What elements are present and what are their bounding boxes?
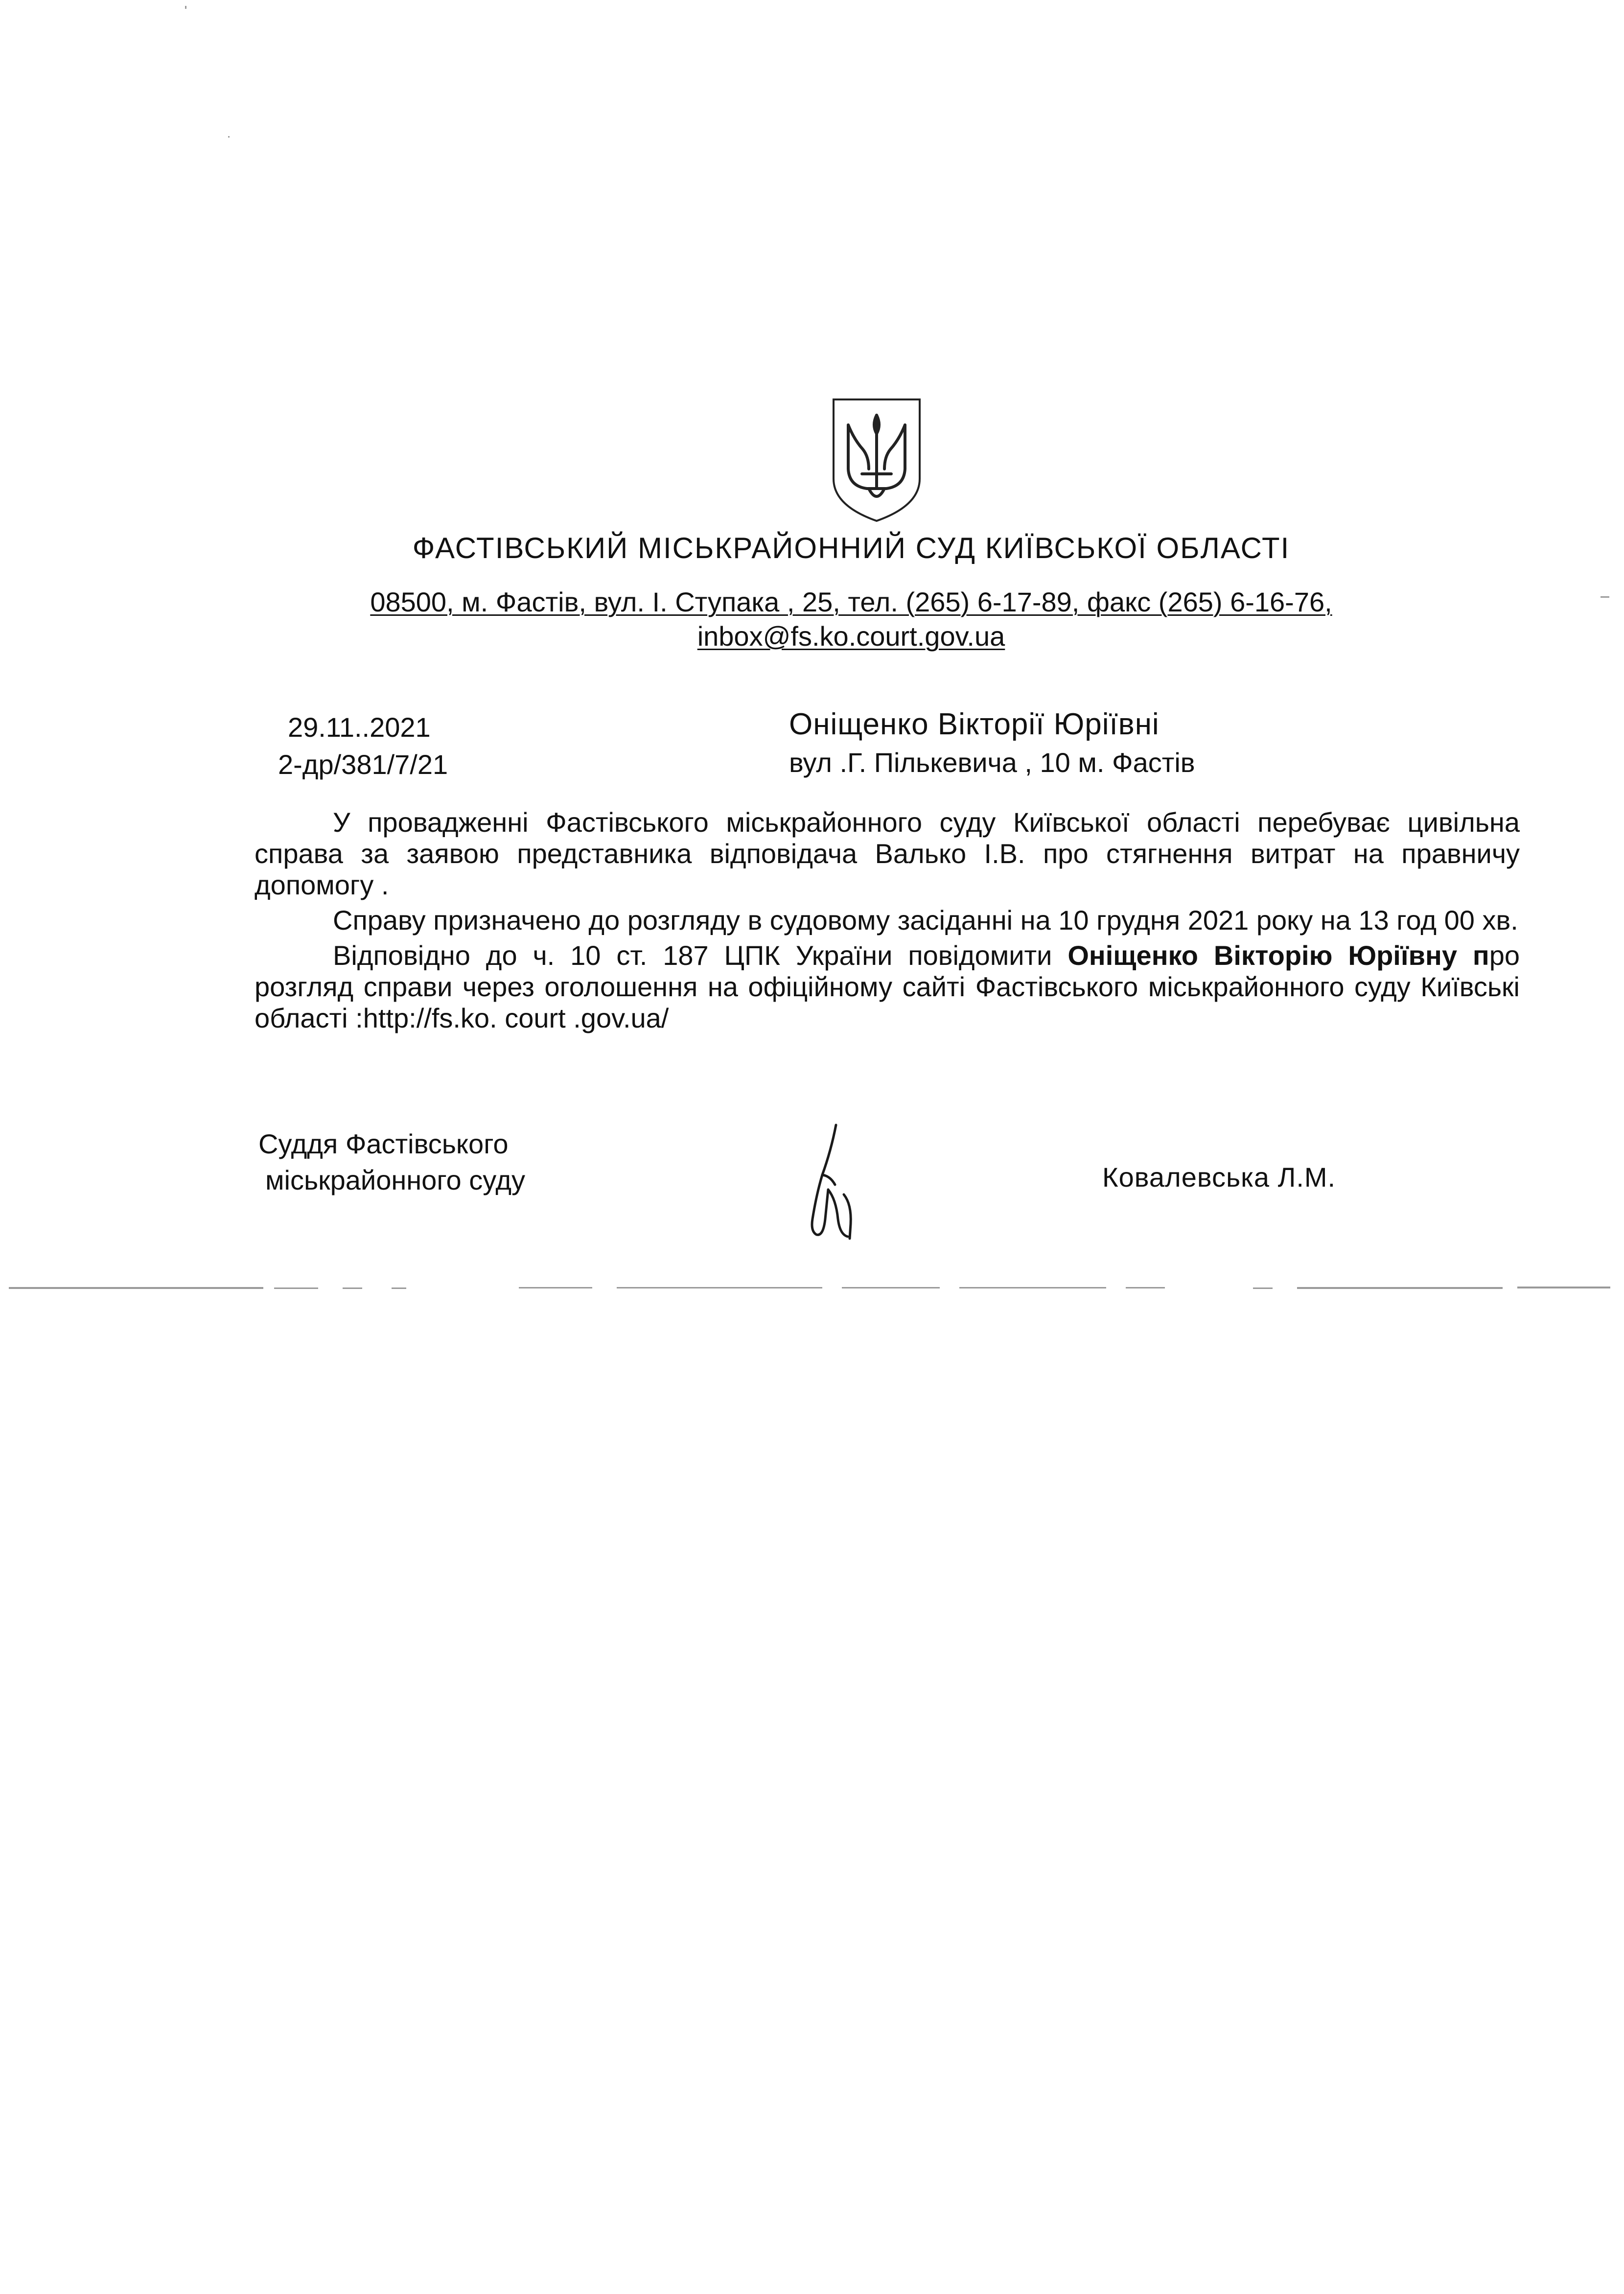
judge-title-line: міськрайонного суду (265, 1165, 526, 1195)
document-date: 29.11..2021 (288, 712, 431, 743)
court-address (0, 585, 1624, 654)
judge-title (258, 1126, 525, 1198)
recipient-address: вул .Г. Пількевича , 10 м. Фастів (789, 747, 1195, 778)
judge-name: Ковалевська Л.М. (1102, 1162, 1336, 1193)
court-name: ФАСТІВСЬКИЙ МІСЬКРАЙОННИЙ СУД КИЇВСЬКОЇ ОБЛАСТІ (412, 532, 1290, 564)
letter-body (255, 807, 1520, 1034)
recipient-block (789, 705, 1195, 781)
scan-speck (185, 6, 186, 9)
scan-cut-line (0, 1285, 1624, 1291)
judge-title-line: Суддя Фастівського (258, 1128, 509, 1159)
case-number: 2-др/381/7/21 (278, 749, 448, 780)
recipient-name: Оніщенко Вікторії Юріївні (789, 707, 1160, 741)
notice-text-start: Відповідно до ч. 10 ст. 187 ЦПК України повідомити (333, 940, 1068, 971)
scan-speck (228, 136, 230, 138)
document-meta (278, 709, 448, 783)
body-paragraph: Справу призначено до розгляду в судовому засіданні на 10 грудня 2021 року на 13 год 00 хв. (333, 905, 1518, 936)
notice-text-end: ро розгляд справи через оголошення на офіційному сайті Фастівського міськрайонного суду Київські області :http://fs.ko. court .gov.ua/ (255, 940, 1520, 1033)
handwritten-signature (793, 1121, 871, 1243)
notice-recipient-bold: Оніщенко Вікторію Юріївну п (1067, 940, 1489, 971)
scan-speck (1601, 596, 1609, 598)
body-paragraph: У провадженні Фастівського міськрайонного суду Київської області перебуває цивільна справа за заявою представника відповідача Валько І.В. про стягнення витрат на правничу допомогу . (255, 807, 1520, 900)
court-email-link[interactable]: inbox@fs.ko.court.gov.ua (697, 621, 1005, 652)
body-paragraph-notice (255, 940, 1520, 1034)
address-line: 08500, м. Фастів, вул. І. Ступака , 25, тел. (265) 6-17-89, факс (265) 6-16-76, (370, 586, 1332, 617)
coat-of-arms-icon (829, 396, 925, 524)
